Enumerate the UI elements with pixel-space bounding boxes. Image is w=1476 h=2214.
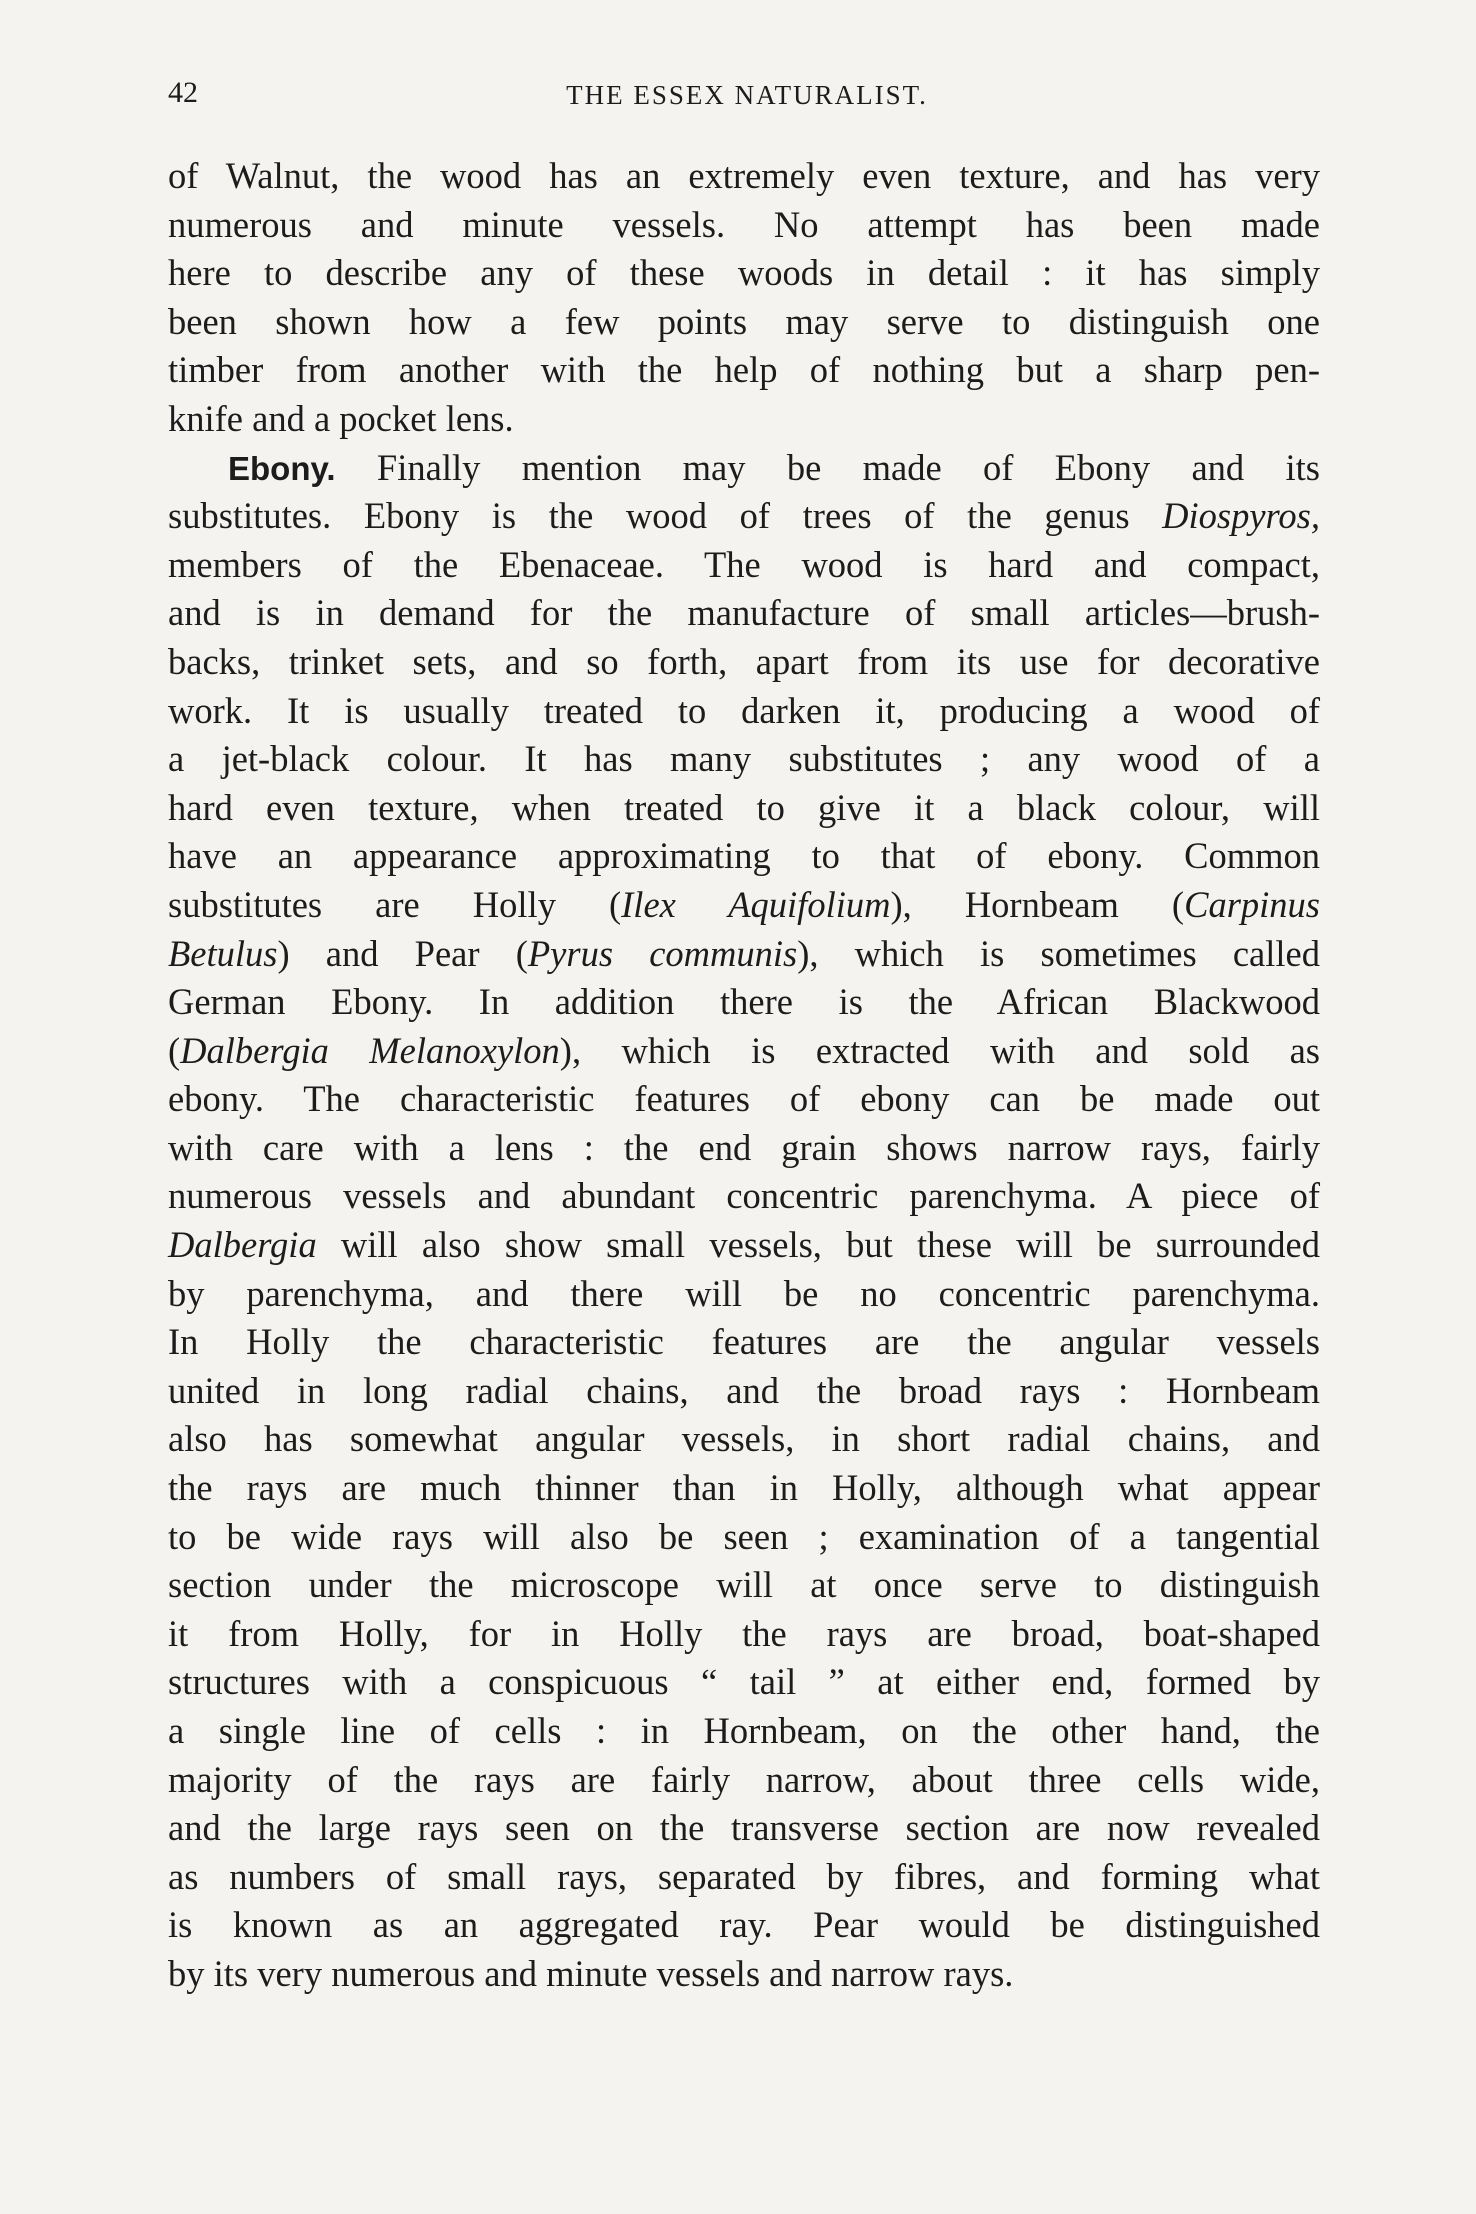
text-line: In Holly the characteristic features are the angular vessels [168, 1321, 1320, 1363]
text-line: here to describe any of these woods in detail : it has simply [168, 252, 1320, 294]
text-line: with care with a lens : the end grain shows narrow rays, fairly [168, 1126, 1320, 1168]
text-line: it from Holly, for in Holly the rays are broad, boat-shaped [168, 1612, 1320, 1654]
text-line: Betulus) and Pear (Pyrus communis), which is sometimes called [168, 932, 1320, 974]
text-line: structures with a conspicuous “ tail ” at either end, formed by [168, 1661, 1320, 1703]
text-line: Ebony. Finally mention may be made of Ebony and its [228, 446, 1320, 488]
text-line: substitutes. Ebony is the wood of trees of the genus Diospyros, [168, 495, 1320, 537]
text-line: and is in demand for the manufacture of small articles—brush- [168, 592, 1320, 634]
text-line: been shown how a few points may serve to distinguish one [168, 300, 1320, 342]
text-line: also has somewhat angular vessels, in short radial chains, and [168, 1418, 1320, 1460]
body-text [168, 152, 1320, 1999]
text-line: majority of the rays are fairly narrow, about three cells wide, [168, 1758, 1320, 1800]
text-line: is known as an aggregated ray. Pear would be distinguished [168, 1904, 1320, 1946]
text-line: numerous vessels and abundant concentric parenchyma. A piece of [168, 1175, 1320, 1217]
text-line: a single line of cells : in Hornbeam, on the other hand, the [168, 1710, 1320, 1751]
text-line: have an appearance approximating to that of ebony. Common [168, 835, 1320, 877]
text-line: substitutes are Holly (Ilex Aquifolium), Hornbeam (Carpinus [168, 883, 1320, 925]
text-line: hard even texture, when treated to give it a black colour, will [168, 786, 1320, 828]
text-line: as numbers of small rays, separated by fibres, and forming what [168, 1855, 1320, 1897]
text-line: by its very numerous and minute vessels and narrow rays. [168, 1952, 1014, 1994]
section-heading: Ebony. [228, 449, 336, 487]
text-line: ebony. The characteristic features of ebony can be made out [168, 1078, 1320, 1120]
text-line: work. It is usually treated to darken it, producing a wood of [168, 689, 1320, 731]
text-line: united in long radial chains, and the broad rays : Hornbeam [168, 1369, 1320, 1411]
text-line: section under the microscope will at once serve to distinguish [168, 1564, 1320, 1606]
text-line: members of the Ebenaceae. The wood is hard and compact, [168, 543, 1320, 585]
text-line: to be wide rays will also be seen ; examination of a tangential [168, 1515, 1320, 1557]
text-line: knife and a pocket lens. [168, 397, 514, 439]
text-line: (Dalbergia Melanoxylon), which is extracted with and sold as [168, 1029, 1321, 1071]
text-line: numerous and minute vessels. No attempt has been made [168, 203, 1320, 245]
running-head [168, 76, 1316, 120]
text-line: a jet-black colour. It has many substitutes ; any wood of a [168, 738, 1320, 780]
text-line: and the large rays seen on the transverse section are now revealed [168, 1807, 1320, 1849]
page-number: 42 [168, 76, 198, 109]
text-line: the rays are much thinner than in Holly, although what appear [168, 1467, 1320, 1509]
text-line: German Ebony. In addition there is the African Blackwood [168, 981, 1320, 1023]
journal-title: THE ESSEX NATURALIST. [566, 80, 928, 110]
text-line: Dalbergia will also show small vessels, but these will be surrounded [168, 1224, 1320, 1266]
text-line: timber from another with the help of nothing but a sharp pen- [168, 349, 1320, 391]
text-line: backs, trinket sets, and so forth, apart from its use for decorative [168, 640, 1320, 682]
text-line: by parenchyma, and there will be no concentric parenchyma. [168, 1272, 1320, 1314]
text-line: of Walnut, the wood has an extremely even texture, and has very [168, 155, 1320, 196]
